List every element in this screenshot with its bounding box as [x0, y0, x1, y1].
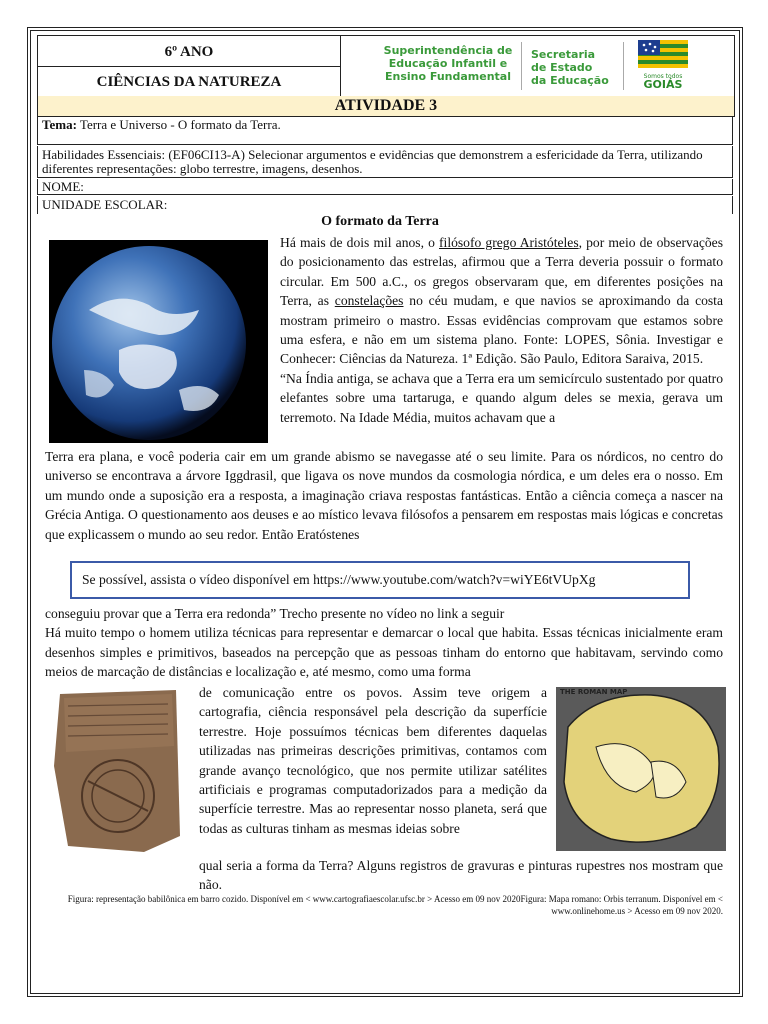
goias-sub-text: Somos todos: [643, 73, 683, 80]
map-title: THE ROMAN MAP: [560, 688, 628, 696]
goias-text: GOIÁS: [643, 78, 683, 91]
closing-text: qual seria a forma da Terra? Alguns registros de gravuras e pinturas rupestres nos mostram que não.: [199, 858, 723, 893]
theme-row: [37, 117, 733, 145]
roman-map-photo: [556, 687, 726, 851]
activity-title: ATIVIDADE 3: [37, 96, 735, 117]
quote-source-text: ” Trecho presente no vídeo no link a seguir: [270, 606, 505, 621]
school-unit-field[interactable]: UNIDADE ESCOLAR:: [37, 196, 733, 214]
superintendencia-logo: Superintendência de Educação Infantil e Ensino Fundamental: [383, 44, 513, 83]
history-paragraph: Terra era plana, e você poderia cair em um grande abismo se navegasse até o seu limite. Para os nórdicos, no centro do universo se encontrava a árvore Iggdrasil, que ligava os nove mundos da cosmologia nórdica, e um deles era o nosso. Em um mundo onde a suposição era a resposta, a imaginação criava respostas fantásticas. Então a ciência começa a nascer na Grécia Antiga. O questionamento aos deuses e ao místico levava filósofos a pensarem em respostas mais lógicas e concretas que explicassem o mundo ao seu redor. Então Eratóstenes: [45, 449, 723, 542]
cartography-paragraph: [45, 604, 723, 682]
india-text: “Na Índia antiga, se achava que a Terra era um semicírculo sustentado por quatro elefantes sobre uma tartaruga, e quando algum deles se mexia, gerava um terremoto. Na Idade Média, muitos achavam que a: [280, 370, 723, 425]
secretaria-logo: Secretaria de Estado da Educação: [531, 48, 609, 87]
subject-label: CIÊNCIAS DA NATUREZA: [96, 74, 282, 90]
intro-paragraph: [280, 233, 723, 427]
theme-value: Terra e Universo - O formato da Terra.: [79, 117, 281, 132]
constelacoes-link[interactable]: constelações: [334, 293, 404, 309]
cartography-origin-paragraph: de comunicação entre os povos. Assim teve origem a cartografia, ciência responsável pela descrição da superfície terrestre. Hoje possuímos técnicas bem diferentes daquelas utilizadas nas primeiras descrições primitivas, contamos com grande avanço tecnológico, que nos permite utilizar satélites artificiais e programas computadorizados para a medição da superfície terrestre. Mas ao representar nosso planeta, será que todas as culturas tinham as mesmas ideias sobre: [199, 685, 547, 836]
closing-paragraph: [45, 856, 723, 895]
aristoteles-link[interactable]: filósofo grego Aristóteles: [439, 235, 579, 250]
header-table: [37, 35, 735, 97]
logo-divider: [623, 42, 624, 90]
intro-text: , por meio de observações do posicionamento das estrelas, afirmou que a Terra deveria possuir o formato circular. Em 500 a.C., os gregos observaram que, em diferentes posições na Terra, as: [280, 235, 724, 309]
logos: [341, 36, 734, 96]
video-note-box[interactable]: Se possível, assista o vídeo disponível em https://www.youtube.com/watch?v=wiYE6tVUpXg: [70, 561, 690, 599]
skills-row: Habilidades Essenciais: (EF06CI13-A) Selecionar argumentos e evidências que demonstrem a esfericidade da Terra, utilizando diferentes representações: globo terrestre, imagens, desenhos.: [37, 146, 733, 178]
earth-photo: [49, 240, 268, 443]
logo-divider: [521, 42, 522, 90]
figure-caption: Figura: representação babilônica em barro cozido. Disponível em < www.cartografiaescolar.ufsc.br > Acesso em 09 nov 2020Figura: Mapa romano: Orbis terranum. Disponível em < www.onlinehome.us > Acesso em 09 nov 2020.: [67, 894, 723, 916]
quote-end-text: conseguiu provar que a Terra era redonda: [45, 606, 271, 621]
babylonian-tablet-photo: [48, 686, 185, 856]
goias-flag-logo: [635, 38, 691, 92]
intro-text: no céu mudam, e que navios se aproximando da costa mostram primeiro o mastro. Essas evidências comprovam que estamos sobre uma esfera, e não em um sistema plano. Fonte: LOPES, Sônia. Investigar e Conhecer: Ciências da Natureza. 1ª Edição. São Paulo, Editora Saraiva, 2015.: [280, 293, 723, 367]
cartography-text: Há muito tempo o homem utiliza técnicas para representar e demarcar o local que habita. Essas técnicas inicialmente eram desenhos simples e primitivos, baseados na percepção que as pessoas tinham do entorno que habitavam, servindo como meios de marcação de distâncias e localização e, até mesmo, como uma forma: [45, 625, 723, 680]
name-field[interactable]: NOME:: [37, 179, 733, 195]
grade-label: 6º ANO: [38, 36, 340, 67]
section-title: O formato da Terra: [321, 214, 439, 229]
intro-text: Há mais de dois mil anos, o: [280, 235, 440, 250]
header-left-cell: [38, 36, 341, 96]
theme-label: Tema:: [42, 117, 77, 132]
